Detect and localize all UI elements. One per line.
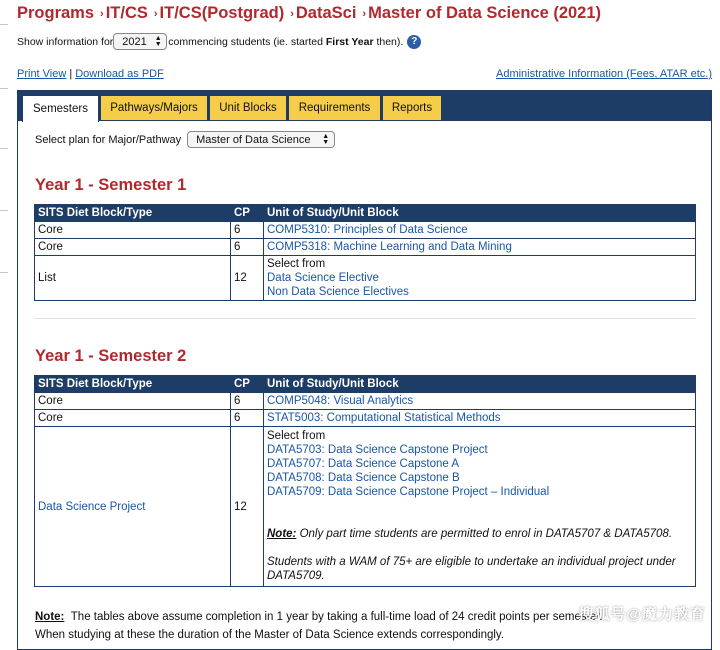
breadcrumb-itcs[interactable]: IT/CS	[105, 4, 148, 22]
row-cp: 6	[231, 222, 264, 239]
capstone-link[interactable]: DATA5709: Data Science Capstone Project – Individual	[267, 486, 550, 498]
breadcrumb-datasci[interactable]: DataSci	[295, 4, 357, 22]
table-row	[35, 256, 696, 301]
select-arrows-icon: ▲ ▼	[154, 34, 162, 48]
breadcrumb	[17, 4, 601, 23]
breadcrumb-separator-icon: ›	[153, 8, 158, 20]
capstone-link[interactable]: DATA5707: Data Science Capstone A	[267, 458, 459, 470]
row-type: Core	[35, 393, 231, 410]
gutter-rule	[0, 24, 8, 25]
show-info-prefix: Show information for	[17, 35, 114, 48]
semester-1-title: Year 1 - Semester 1	[35, 176, 187, 194]
table-row	[35, 222, 696, 239]
tab-semesters[interactable]: Semesters	[22, 95, 99, 122]
table-row	[35, 410, 696, 427]
header-unit: Unit of Study/Unit Block	[264, 205, 696, 222]
row-cp: 12	[231, 256, 264, 301]
gutter-rule	[0, 88, 8, 89]
elective-link[interactable]: Data Science Elective	[267, 272, 379, 284]
download-pdf-link[interactable]: Download as PDF	[75, 68, 164, 80]
part-time-note: Note: Only part time students are permitted to enrol in DATA5707 & DATA5708.	[267, 528, 673, 540]
plan-select-value: Master of Data Science	[196, 133, 311, 146]
project-block-link[interactable]: Data Science Project	[38, 500, 146, 513]
gutter-rule	[0, 210, 8, 211]
content-panel	[17, 90, 712, 650]
capstone-link[interactable]: DATA5708: Data Science Capstone B	[267, 472, 460, 484]
show-info-suffix: commencing students (ie. started First Year then).	[168, 35, 404, 48]
table-header-row	[35, 205, 696, 222]
row-cp: 6	[231, 239, 264, 256]
year-select-value: 2021	[122, 35, 147, 48]
breadcrumb-separator-icon: ›	[362, 8, 367, 20]
breadcrumb-itcs-postgrad[interactable]: IT/CS(Postgrad)	[159, 4, 285, 22]
footer-note-text: The tables above assume completion in 1 year by taking a full-time load of 24 credit points per semester.	[70, 611, 603, 623]
year-select[interactable]	[113, 33, 167, 50]
footer-note	[35, 611, 603, 623]
watermark: 搜狐号@魔力教育	[578, 606, 706, 623]
row-type: Core	[35, 239, 231, 256]
table-row	[35, 427, 696, 587]
semester-2-title: Year 1 - Semester 2	[35, 347, 187, 365]
header-block-type: SITS Diet Block/Type	[35, 376, 231, 393]
breadcrumb-current-program: Master of Data Science (2021)	[368, 4, 602, 22]
semester-2-table	[34, 375, 696, 587]
gutter-rule	[0, 148, 8, 149]
footer-note-label: Note:	[35, 611, 65, 623]
tab-reports[interactable]: Reports	[382, 95, 442, 121]
unit-link[interactable]: COMP5048: Visual Analytics	[267, 395, 414, 407]
row-cp: 6	[231, 410, 264, 427]
admin-info-link[interactable]: Administrative Information (Fees, ATAR etc.)	[496, 68, 712, 80]
row-cp: 12	[231, 427, 264, 587]
link-separator: |	[69, 68, 73, 80]
elective-link[interactable]: Non Data Science Electives	[267, 286, 409, 298]
breadcrumb-separator-icon: ›	[100, 8, 104, 20]
header-cp: CP	[231, 376, 264, 393]
table-row	[35, 393, 696, 410]
wam-note: Students with a WAM of 75+ are eligible to undertake an individual project under DATA5709.	[267, 556, 676, 582]
row-type: Core	[35, 222, 231, 239]
footer-note-continued: When studying at these the duration of the Master of Data Science extends correspondingly.	[35, 629, 505, 641]
header-block-type: SITS Diet Block/Type	[35, 205, 231, 222]
row-type: Core	[35, 410, 231, 427]
table-header-row	[35, 376, 696, 393]
help-icon[interactable]: ?	[407, 35, 421, 49]
header-unit: Unit of Study/Unit Block	[264, 376, 696, 393]
select-from-label: Select from	[267, 258, 326, 270]
tab-unit-blocks[interactable]: Unit Blocks	[209, 95, 287, 121]
unit-link[interactable]: STAT5003: Computational Statistical Methods	[267, 412, 501, 424]
breadcrumb-separator-icon: ›	[290, 8, 294, 20]
plan-select-label: Select plan for Major/Pathway	[35, 133, 182, 146]
header-cp: CP	[231, 205, 264, 222]
plan-select[interactable]	[187, 131, 335, 148]
row-cp: 6	[231, 393, 264, 410]
print-view-link[interactable]: Print View	[17, 68, 67, 80]
select-from-label: Select from	[267, 430, 326, 442]
tab-pathways-majors[interactable]: Pathways/Majors	[100, 95, 208, 121]
page-links	[17, 68, 164, 80]
breadcrumb-programs[interactable]: Programs	[17, 4, 95, 22]
section-divider	[34, 318, 696, 319]
unit-link[interactable]: COMP5318: Machine Learning and Data Mining	[267, 241, 512, 253]
table-row	[35, 239, 696, 256]
select-arrows-icon: ▲ ▼	[322, 132, 330, 146]
tab-requirements[interactable]: Requirements	[288, 95, 381, 121]
unit-link[interactable]: COMP5310: Principles of Data Science	[267, 224, 468, 236]
gutter-rule	[0, 272, 8, 273]
semester-1-table	[34, 204, 696, 301]
show-info-row	[17, 33, 421, 50]
plan-select-row	[35, 131, 335, 148]
capstone-link[interactable]: DATA5703: Data Science Capstone Project	[267, 444, 488, 456]
row-type: List	[35, 256, 231, 301]
tab-bar	[18, 90, 711, 121]
